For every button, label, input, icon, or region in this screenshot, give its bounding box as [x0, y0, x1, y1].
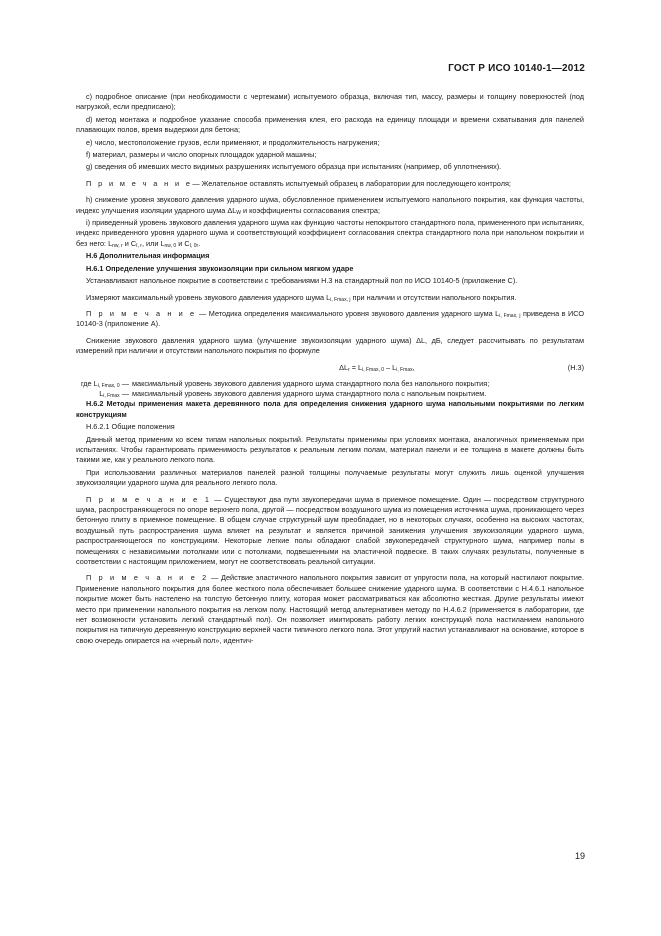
- item-e: e) число, местоположение грузов, если применяют, и продолжительность нагружения;: [86, 137, 380, 147]
- formula-lhs-sub: r: [348, 366, 350, 373]
- note-2: [76, 573, 584, 646]
- note-label: П р и м е ч а н и е: [86, 178, 193, 188]
- formula-end: ,: [412, 362, 415, 372]
- item-h-sub: W: [236, 209, 242, 216]
- formula-h3: [76, 361, 584, 375]
- legend-key-2-dash: —: [119, 388, 129, 398]
- h62-para-2: При использовании различных материалов панелей разной толщины получаемые результаты могут служить лишь оценкой улучшения звукоизоляции ударного шума для реального легкого пола.: [76, 467, 584, 488]
- h61-note: [76, 309, 584, 330]
- note-1-label: П р и м е ч а н и е: [86, 494, 200, 504]
- item-i: [76, 218, 584, 249]
- formula-number: (Н.3): [567, 362, 584, 372]
- h62-para-1: Данный метод применим ко всем типам напольных покрытий. Результаты применимы при условиях монтажа, аналогичных применяемым при испытаниях. Чтобы гарантировать применимость результатов к реальным легким полам, материал панели и ее толщина в макете должны быть такими же, как у реального легкого пола.: [76, 434, 584, 465]
- formula-lhs: ΔL: [339, 362, 349, 372]
- section-h621-title: Н.6.2.1 Общие положения: [86, 422, 175, 432]
- h61-note-b: приведена в ИСО 10140-3 (приложение А).: [76, 308, 585, 329]
- legend-key-1-sub: i, Fmax, 0: [97, 382, 120, 389]
- h61-para-2-b: при наличии и отсутствии напольного покрытия.: [350, 292, 517, 302]
- item-h-text-2: и коэффициенты согласования спектра;: [241, 205, 380, 215]
- item-g: g) сведения об имевших место видимых разрушениях испытуемого образца при испытаниях (например, об уплотнениях).: [86, 162, 502, 172]
- formula-mid-sub: i, Fmax, 0: [362, 366, 385, 373]
- item-h-text: h) снижение уровня звукового давления ударного шума, обусловленное применением испытуемого напольного покрытия, как функция частоты, индекс улучшения изоляции ударного шума ΔL: [76, 195, 584, 215]
- h61-para-3: Снижение звукового давления ударного шума (улучшение звукоизоляции ударного шума) ΔL, дБ, следует рассчитывать по результатам измерений при наличии и отсутствии напольного покрытия по формуле: [76, 335, 584, 356]
- item-i-sub4: I, 0r: [189, 242, 199, 249]
- h61-para-2-sub: i, Fmax, j: [330, 296, 351, 303]
- item-i-text-3: , или L: [141, 238, 165, 248]
- item-c: c) подробное описание (при необходимости с чертежами) испытуемого образца, включая тип, массу, размеры и толщину поверхностей (под нагрузкой, если предписано);: [76, 92, 584, 112]
- item-d: d) метод монтажа и подробное указание способа применения клея, его расхода на единицу площади и времени схватывания для панелей плавающих полов, время выдержки для бетона;: [76, 114, 584, 135]
- item-f: f) материал, размеры и число опорных площадок ударной машины;: [86, 150, 317, 160]
- legend-key-2-text: L: [99, 388, 104, 398]
- formula-rhs-sub: i, Fmax: [396, 366, 413, 373]
- item-i-sub1: nw, r: [112, 242, 123, 249]
- item-h: [76, 195, 584, 216]
- h61-para-2-a: Измеряют максимальный уровень звукового давления ударного шума L: [86, 292, 331, 302]
- note-2-label: П р и м е ч а н и е: [86, 573, 198, 583]
- item-i-sub2: I, r: [136, 242, 142, 249]
- h61-note-label: П р и м е ч а н и е: [86, 308, 197, 318]
- formula-legend: [76, 379, 584, 400]
- section-h6-title: Н.6 Дополнительная информация: [86, 251, 210, 261]
- item-i-text-5: .: [198, 238, 201, 248]
- h61-note-sub: i, Fmax, j: [499, 312, 521, 319]
- formula-expression: [76, 361, 568, 375]
- document-code: ГОСТ Р ИСО 10140-1—2012: [448, 63, 585, 74]
- page-number: 19: [574, 851, 585, 861]
- h61-para-1: Устанавливают напольное покрытие в соответствии с требованиями Н.3 на стандартный пол по ИСО 10140-5 (приложение С).: [86, 276, 518, 286]
- h61-note-a: — Методика определения максимального уровня звукового давления ударного шума L: [196, 308, 500, 318]
- formula-minus: – L: [384, 362, 397, 372]
- legend-key-1: [76, 379, 132, 389]
- page-content: [76, 92, 584, 648]
- note-2-text: — Действие эластичного напольного покрытия зависит от упругости пола, на который настилают покрытие. Применение напольного покрытия для более жесткого пола обеспечивает большее снижение ударного шума. В соответствии с Н.4.6.1 напольное покрытие может быть настелено на толстую бетонную плиту, которая может рассматриваться как абсолютно жесткая. Другие результаты имеют место при применении напольного покрытия на легком полу. Настоящий метод альтернативен методу по Н.4.6.2 (применяется в лаборатории, где нет возможности установить легкий стандартный пол). Он позволяет имитировать работу легких конструкций пола настиланием напольного покрытия на типичную деревянную конструкцию верхней части типичного легкого пола. Этот упругий настил устанавливают на основание, которое в свою очередь опирается на «черный пол», идентич-: [76, 573, 585, 645]
- legend-key-1-dash: —: [119, 378, 129, 388]
- h61-para-2: [76, 293, 584, 303]
- note-desirable: [76, 179, 584, 189]
- item-i-text: i) приведенный уровень звукового давления ударного шума как функцию частоты непокрытого стандартного пола, примененного при испытаниях, индекс приведенного уровня ударного шума и соответствующий коэффициент согласования спектра стандартного пола при напольном покрытии и без него: L: [76, 218, 584, 248]
- legend-text-1: максимальный уровень звукового давления ударного шума стандартного пола без напольного покрытия;: [132, 378, 490, 388]
- note-1: [76, 495, 584, 568]
- legend-key-2: [76, 389, 132, 399]
- formula-mid: = L: [349, 362, 363, 372]
- legend-key-1-text: где L: [80, 378, 98, 388]
- legend-key-2-sub: i, Fmax: [103, 392, 120, 399]
- item-i-sub3: nw, 0: [164, 242, 177, 249]
- note-2-number: 2: [197, 573, 209, 583]
- section-h62-title: Н.6.2 Методы применения макета деревянного пола для определения снижения ударного шума напольными покрытиями по легким конструкциям: [76, 399, 584, 419]
- section-h61-title: Н.6.1 Определение улучшения звукоизоляции при сильном мягком ударе: [86, 263, 354, 273]
- note-1-text: — Существуют два пути звукопередачи шума в приемное помещение. Один — посредством структурного шума, распространяющегося по опоре верхнего пола, другой — посредством воздушного шума из помещения источника шума, проникающего через бетонную плиту в приемное помещение. В общем случае структурный шум преобладает, но в некоторых случаях, особенно на высоких частотах, воздушный путь распространения шума влияет на результат и является причиной занижения улучшения звукоизоляции ударного шума, распространяющегося по конструкциям. Некоторые легкие полы обладают слабой звукопередачей структурного шума, например полы в помещениях с независимыми потолками или с потолками, подвешенными на эластичной подвеске. В таких случаях результаты, полученные в соответствии с настоящим приложением, могут не соответствовать реальной ситуации.: [76, 494, 585, 567]
- note-text: — Желательное оставлять испытуемый образец в лаборатории для последующего контроля;: [192, 178, 511, 188]
- note-1-number: 1: [199, 494, 212, 504]
- legend-text-2: максимальный уровень звукового давления ударного шума стандартного пола с напольным покрытием.: [132, 388, 487, 398]
- item-i-text-2: и C: [122, 238, 137, 248]
- item-i-text-4: и C: [176, 238, 190, 248]
